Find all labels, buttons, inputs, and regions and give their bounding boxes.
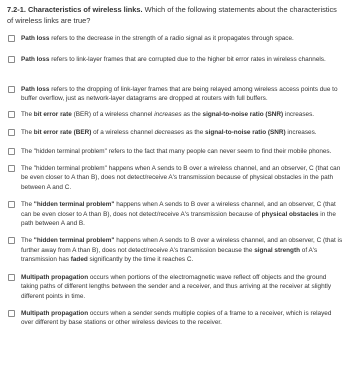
option-1-checkbox[interactable] (8, 35, 15, 42)
option-7[interactable] (7, 164, 343, 192)
option-4-run: increases (154, 110, 182, 118)
option-1[interactable] (7, 34, 343, 43)
option-9-run: of A's transmission has (21, 246, 318, 264)
option-10-text (21, 273, 343, 301)
option-10-run: occurs when portions of the electromagnetic wave reflect off objects and the ground taking paths of different lengths between the sender and a receiver, and thus arriving at the receiver at slightly different points in time. (21, 273, 332, 300)
option-2-run: refers to link-layer frames that are corrupted due to the higher bit error rates in wireless channels. (49, 55, 326, 63)
option-2-checkbox[interactable] (8, 56, 15, 63)
option-8-run: physical obstacles (261, 210, 319, 218)
option-1-text (21, 34, 343, 43)
option-8-checkbox[interactable] (8, 201, 15, 208)
option-3-checkbox[interactable] (8, 86, 15, 93)
option-5-run: increases. (285, 129, 317, 137)
option-6[interactable] (7, 147, 343, 156)
option-11[interactable] (7, 309, 343, 328)
option-10[interactable] (7, 273, 343, 301)
option-3-run: Path loss (21, 86, 50, 93)
option-9-checkbox[interactable] (8, 237, 15, 244)
option-11-run: Multipath propagation (21, 309, 89, 317)
option-5-text (21, 128, 343, 137)
option-9-run: signal strength (254, 246, 300, 254)
option-7-run: The "hidden terminal problem" happens when A sends to B over a wireless channel, and an observer, C (that can be even closer to A than B), does not detect/receive A's transmission because of physical obstacles in the path between A and C. (21, 165, 341, 191)
option-4-run: as the (181, 110, 203, 118)
option-5-run: signal-to-noise ratio (SNR) (205, 129, 286, 137)
option-2-run: Path loss (21, 55, 50, 63)
option-9-run: faded (70, 256, 88, 264)
option-9-run: happens when A sends to B over a wireless channel, and an observer, C (that is further away from A than B), does not detect/receive A's transmission because the (21, 237, 343, 254)
option-9-run: "hidden terminal problem" (33, 237, 115, 245)
option-5-checkbox[interactable] (8, 129, 15, 136)
question-title: 7.2-1. Characteristics of wireless links. (7, 5, 143, 14)
option-10-run: Multipath propagation (21, 273, 89, 281)
option-6-text (21, 147, 343, 156)
option-8-run: in the path between A and B. (21, 210, 336, 228)
option-2-text (21, 55, 343, 64)
option-6-run: The "hidden terminal problem" refers to the fact that many people can never seem to find their mobile phones. (21, 147, 332, 155)
option-3-text (21, 85, 343, 104)
option-9-run: The (21, 237, 34, 245)
option-8-text (21, 200, 343, 228)
option-3-run: refers to the dropping of link-layer frames that are being relayed among wireless access points due to buffer overflow, just as network-layer datagrams are dropped at routers with full buffers. (21, 86, 338, 103)
option-7-text (21, 164, 343, 192)
option-4-run: increases. (283, 110, 315, 118)
option-10-checkbox[interactable] (8, 274, 15, 281)
option-4-run: (BER) of a wireless channel (71, 110, 155, 118)
option-1-run: Path loss (21, 35, 50, 43)
option-9[interactable] (7, 236, 343, 264)
option-4-text (21, 110, 343, 119)
option-8-run: The (21, 201, 34, 209)
option-5-run: decreases (154, 129, 185, 137)
option-8-run: "hidden terminal problem" (33, 201, 115, 209)
option-4-run: bit error rate (33, 110, 72, 118)
option-4-checkbox[interactable] (8, 111, 15, 118)
option-3[interactable] (7, 85, 343, 104)
option-5[interactable] (7, 128, 343, 137)
option-4-run: The (21, 110, 34, 118)
option-5-run: as the (184, 129, 206, 137)
option-11-run: occurs when a sender sends multiple copies of a frame to a receiver, which is relayed over different by base stations or other wireless devices to the receiver. (21, 309, 332, 327)
option-8[interactable] (7, 200, 343, 228)
option-4-run: signal-to-noise ratio (SNR) (202, 110, 284, 118)
option-11-checkbox[interactable] (8, 310, 15, 317)
question-prompt: Which of the following statements about the characteristics of wireless links are true? (7, 5, 337, 25)
option-5-run: The (21, 129, 34, 137)
option-5-run: bit error rate (BER) (33, 129, 92, 137)
option-11-text (21, 309, 343, 328)
option-8-run: happens when A sends to B over a wireless channel, and an observer, C (that can be even closer to A than B), does not detect/receive A's transmission because of (21, 201, 336, 218)
question-header (7, 5, 343, 26)
option-1-run: refers to the decrease in the strength of a radio signal as it propagates through space. (49, 35, 294, 43)
option-9-text (21, 236, 343, 264)
option-9-run: significantly by the time it reaches C. (87, 256, 194, 264)
option-6-checkbox[interactable] (8, 148, 15, 155)
option-4[interactable] (7, 110, 343, 119)
option-2[interactable] (7, 55, 343, 64)
option-5-run: of a wireless channel (91, 129, 155, 137)
option-7-checkbox[interactable] (8, 165, 15, 172)
